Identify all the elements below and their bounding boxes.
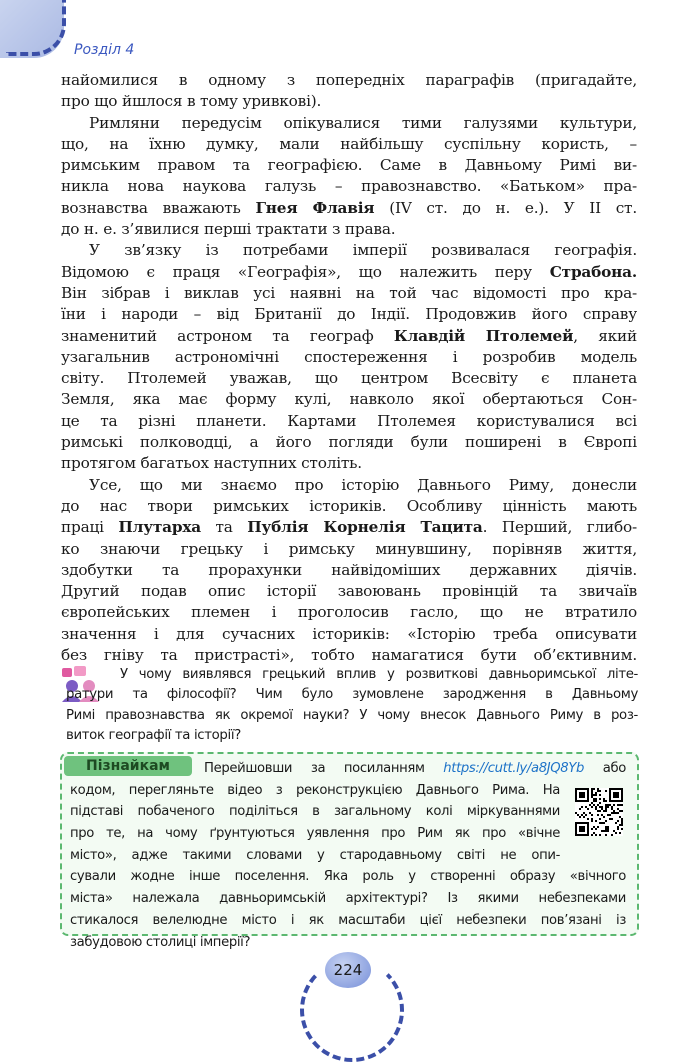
info-line: місто», адже такими словами у стародавньому світі не опи- xyxy=(70,847,560,863)
text-line: Він зібрав і виклав усі наявні на той час відомості про кра- xyxy=(61,283,637,302)
text-line: до н. е. з’явилися перші трактати з права. xyxy=(61,220,396,239)
text-line: до нас твори римських істориків. Особливу цінність мають xyxy=(61,496,637,515)
question-line: У чому виявлявся грецький вплив у розвиткові давньоримської літе- xyxy=(120,667,638,682)
qr-code-icon[interactable] xyxy=(575,788,623,836)
video-link[interactable]: https://cutt.ly/a8JQ8Yb xyxy=(443,761,585,776)
text-line: про що йшлося в тому уривкові). xyxy=(61,92,322,111)
info-line: міста» належала давньоримській архітектурі? Із якими небезпеками xyxy=(70,891,626,907)
text-line: римські полководці, а його погляди були поширені в Європі xyxy=(61,433,637,452)
question-line: Римі правознавства як окремої науки? У чому внесок Давнього Риму в роз- xyxy=(66,707,638,723)
text-line: це та різні планети. Картами Птолемея користувалися всі xyxy=(61,411,637,430)
section-label: Розділ 4 xyxy=(74,42,135,58)
corner-dashed-arc xyxy=(6,0,66,56)
main-text xyxy=(61,70,637,666)
text-line: значення і для сучасних істориків: «Історію треба описувати xyxy=(61,624,637,643)
text-line: що, на їхню думку, мали найбільшу суспільну користь, – xyxy=(61,134,637,153)
review-questions xyxy=(66,665,638,746)
info-line: про те, на чому ґрунтуються уявлення про Рим як про «вічне xyxy=(70,826,560,842)
text-line: Другий подав опис історії завоювань провінцій та звичаїв xyxy=(61,582,637,601)
page-number: 224 xyxy=(325,952,371,988)
text-line: У зв’язку із потребами імперії розвивалася географія. xyxy=(89,241,637,260)
info-line-0: Перейшовши за посиланням https://cutt.ly/a8JQ8Yb або xyxy=(204,761,626,776)
info-line: кодом, перегляньте відео з реконструкцією Давнього Рима. На xyxy=(70,782,560,798)
text-line: протягом багатьох наступних століть. xyxy=(61,454,362,473)
text-line: Відомою є праця «Географія», що належить перу Страбона. xyxy=(61,262,637,281)
text-line: вознавства вважають Гнея Флавія (IV ст. до н. е.). У II ст. xyxy=(61,198,637,217)
text-line: праці Плутарха та Публія Корнелія Тацита. Перший, глибо- xyxy=(61,518,637,537)
text-line: Усе, що ми знаємо про історію Давнього Риму, донесли xyxy=(89,475,637,494)
text-line: світу. Птолемей уважав, що центром Всесвіту є планета xyxy=(61,369,637,388)
info-line: стикалося велелюдне місто і як масштаби цієї небезпеки пов’язані із xyxy=(70,912,626,928)
question-line: виток географії та історії? xyxy=(66,727,241,743)
text-line: римським правом та географією. Саме в Давньому Римі ви- xyxy=(61,156,637,175)
info-line: забудовою столиці імперії? xyxy=(70,934,251,950)
text-line: никла нова наукова галузь – правознавство. «Батьком» пра- xyxy=(61,177,637,196)
text-line: найомилися в одному з попередніх параграфів (пригадайте, xyxy=(61,71,637,89)
text-line: їни і народи – від Британії до Індії. Продовжив його справу xyxy=(61,305,637,324)
info-badge: Пізнайкам xyxy=(64,756,192,776)
info-line: сували жодне інше поселення. Яка роль у створенні образу «вічного xyxy=(70,869,626,885)
info-line: підставі побаченого поділіться в загальному колі міркуваннями xyxy=(70,804,560,820)
question-line: ратури та філософії? Чим було зумовлене зародження в Давньому xyxy=(66,687,638,703)
text-line: знаменитий астроном та географ Клавдій Птолемей, який xyxy=(61,326,637,345)
text-line: ко знаючи грецьку і римську минувшину, порівняв життя, xyxy=(61,539,637,558)
text-line: узагальнив астрономічні спостереження і розробив модель xyxy=(61,347,637,366)
text-line: Римляни передусім опікувалися тими галузями культури, xyxy=(89,113,637,132)
text-line: європейських племен і проголосив гасло, що не втратило xyxy=(61,603,637,622)
text-line: Земля, яка має форму кулі, навколо якої обертаються Сон- xyxy=(61,390,637,409)
info-box-text xyxy=(70,758,626,953)
text-line: без гніву та пристрасті», тобто намагатися бути об’єктивним. xyxy=(61,646,637,665)
text-line: здобутки та прорахунки найвідоміших державних діячів. xyxy=(61,560,637,579)
